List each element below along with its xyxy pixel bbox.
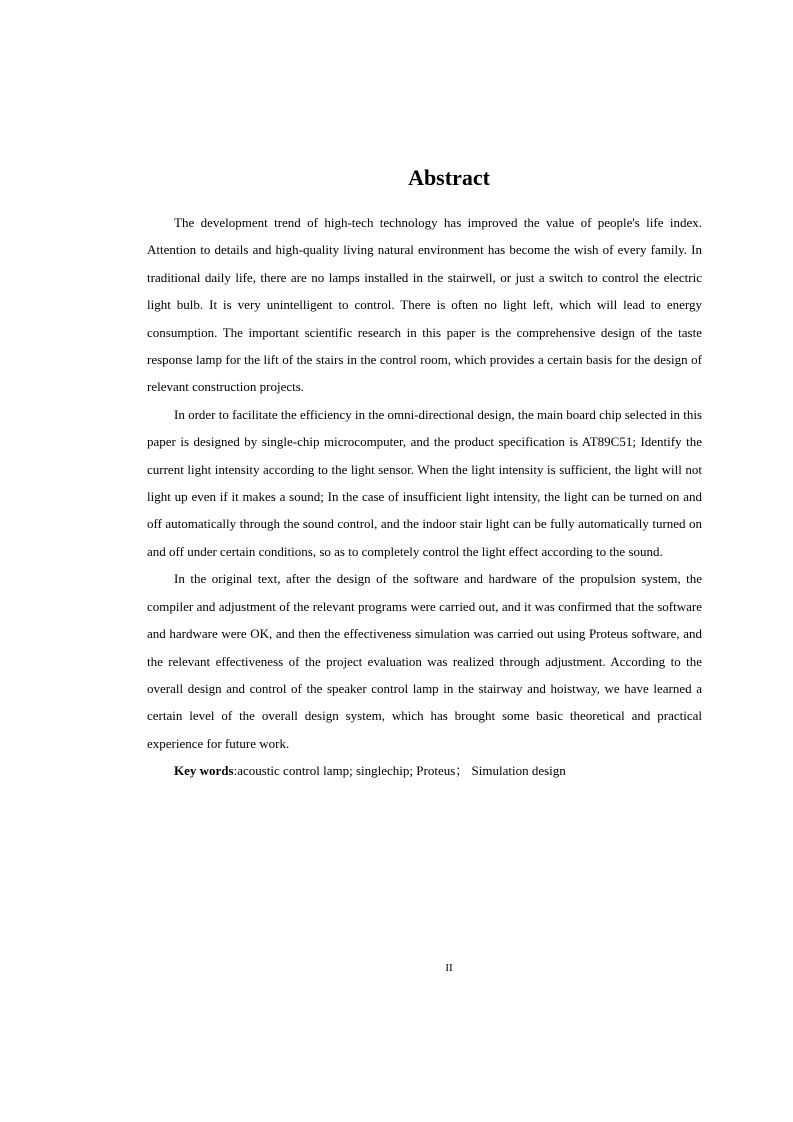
abstract-paragraph: In the original text, after the design of the software and hardware of the propulsion system, the compiler and adjustment of the relevant programs were carried out, and it was confirmed that the software and hardware were OK, and then the effectiveness simulation was carried out using Proteus software, and the relevant effectiveness of the project evaluation was realized through adjustment. According to the overall design and control of the speaker control lamp in the stairway and hoistway, we have learned a certain level of the overall design system, which has brought some basic theoretical and practical experience for future work. <box>147 571 702 751</box>
abstract-paragraph: In order to facilitate the efficiency in the omni-directional design, the main board chip selected in this paper is designed by single-chip microcomputer, and the product specification is AT89C51; Identify the current light intensity according to the light sensor. When the light intensity is sufficient, the light will not light up even if it makes a sound; In the case of insufficient light intensity, the light can be turned on and off automatically through the sound control, and the indoor stair light can be fully automatically turned on and off under certain conditions, so as to completely control the light effect according to the sound. <box>147 406 702 559</box>
page-title: Abstract <box>408 165 490 190</box>
abstract-paragraph: The development trend of high-tech technology has improved the value of people's life index. Attention to details and high-quality living natural environment has become the wish of every family. In traditional daily life, there are no lamps installed in the stairwell, or just a switch to control the electric light bulb. It is very unintelligent to control. There is often no light left, which will lead to energy consumption. The important scientific research in this paper is the comprehensive design of the taste response lamp for the lift of the stairs in the control room, which provides a certain basis for the design of relevant construction projects. <box>147 215 702 395</box>
keywords-line <box>147 757 702 784</box>
keywords-label: Key words <box>174 763 234 779</box>
page-number: II <box>445 962 453 974</box>
keywords-value: :acoustic control lamp; singlechip; Proteus； Simulation design <box>233 763 566 779</box>
abstract-body <box>147 209 702 785</box>
